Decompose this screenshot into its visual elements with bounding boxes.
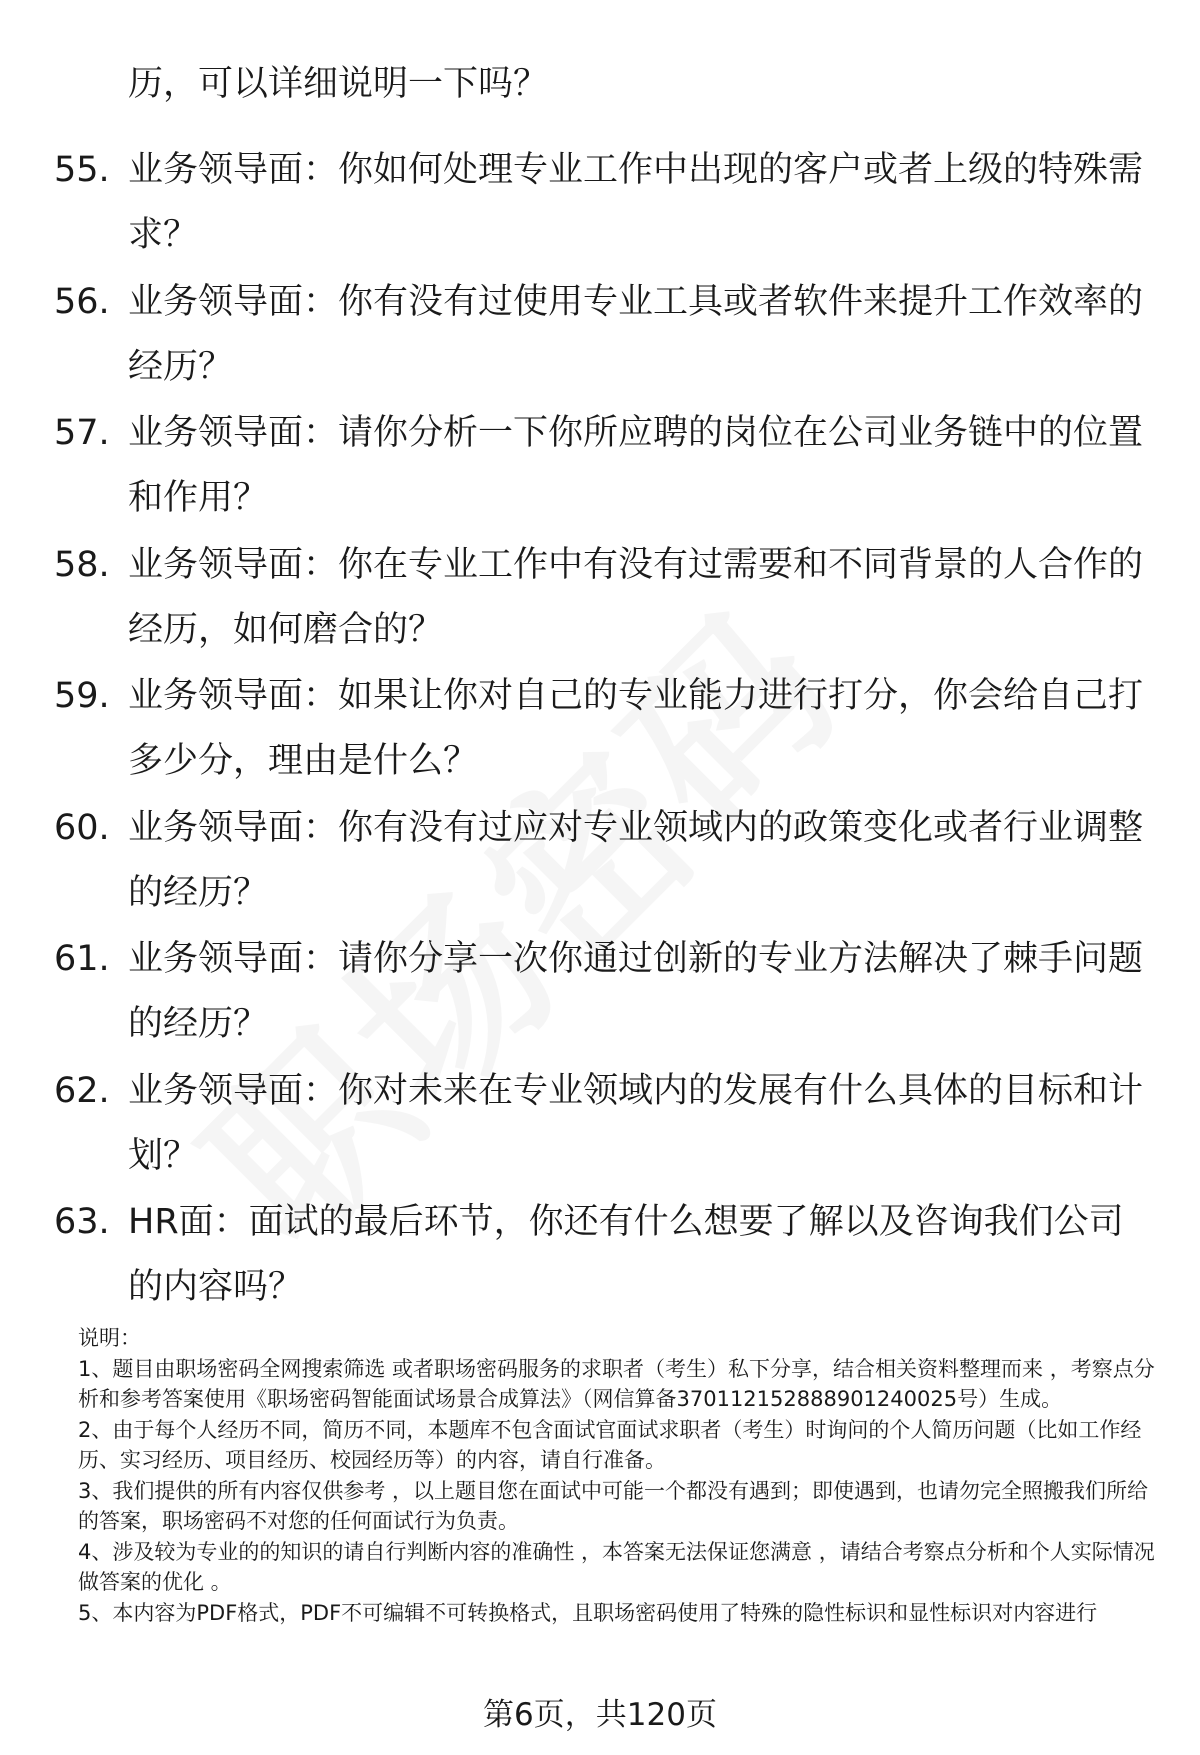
note-item: 3、我们提供的所有内容仅供参考 ，以上题目您在面试中可能一个都没有遇到；即使遇到，也请勿完全照搬我们所给的答案，职场密码不对您的任何面试行为负责。	[78, 1478, 1149, 1533]
question-text: 业务领导面：你有没有过应对专业领域内的政策变化或者行业调整的经历？	[128, 807, 1144, 913]
question-text: 业务领导面：你有没有过使用专业工具或者软件来提升工作效率的经历？	[128, 281, 1144, 387]
question-item	[0, 796, 1200, 928]
question-number: 56.	[54, 281, 110, 322]
page-footer: 第6页，共120页	[483, 1697, 717, 1733]
question-number: 55.	[54, 150, 110, 190]
question-number: 59.	[54, 676, 110, 716]
question-continuation: 历，可以详细说明一下吗？	[128, 64, 549, 104]
question-item	[0, 1059, 1200, 1191]
question-item	[0, 927, 1200, 1059]
question-text: 业务领导面：请你分享一次你通过创新的专业方法解决了棘手问题的经历？	[128, 939, 1144, 1044]
question-text: HR面：面试的最后环节，你还有什么想要了解以及咨询我们公司的内容吗？	[128, 1202, 1124, 1307]
question-number: 63.	[54, 1202, 110, 1242]
question-list	[0, 138, 1200, 1322]
question-item	[0, 138, 1200, 270]
question-item	[0, 1190, 1200, 1322]
note-item: 1、题目由职场密码全网搜索筛选 或者职场密码服务的求职者（考生）私下分享，结合相关资料整理而来 ，考察点分析和参考答案使用《职场密码智能面试场景合成算法》（网信算备370112152888901240025号）生成。	[78, 1356, 1155, 1411]
note-item: 4、涉及较为专业的的知识的请自行判断内容的准确性 ，本答案无法保证您满意 ，请结合考察点分析和个人实际情况做答案的优化 。	[78, 1539, 1155, 1594]
question-text: 业务领导面：你对未来在专业领域内的发展有什么具体的目标和计划？	[128, 1070, 1144, 1176]
note-item: 2、由于每个人经历不同，简历不同，本题库不包含面试官面试求职者（考生）时询问的个人简历问题（比如工作经历、实习经历、项目经历、校园经历等）的内容，请自行准备。	[78, 1417, 1142, 1472]
question-text: 业务领导面：请你分析一下你所应聘的岗位在公司业务链中的位置和作用？	[128, 413, 1144, 518]
question-item	[0, 270, 1200, 402]
notes-section	[78, 1323, 1158, 1628]
question-number: 60.	[54, 807, 110, 848]
question-number: 62.	[54, 1070, 110, 1111]
note-item: 5、本内容为PDF格式，PDF不可编辑不可转换格式，且职场密码使用了特殊的隐性标识和显性标识对内容进行	[78, 1600, 1098, 1625]
question-text: 业务领导面：你如何处理专业工作中出现的客户或者上级的特殊需求？	[128, 150, 1144, 255]
question-text: 业务领导面：如果让你对自己的专业能力进行打分，你会给自己打多少分，理由是什么？	[128, 676, 1144, 781]
question-number: 57.	[54, 413, 110, 453]
question-number: 61.	[54, 939, 110, 979]
question-item	[0, 401, 1200, 533]
question-text: 业务领导面：你在专业工作中有没有过需要和不同背景的人合作的经历，如何磨合的？	[128, 544, 1144, 650]
notes-title: 说明：	[78, 1326, 141, 1350]
question-item	[0, 664, 1200, 796]
question-number: 58.	[54, 544, 110, 585]
question-item	[0, 533, 1200, 665]
